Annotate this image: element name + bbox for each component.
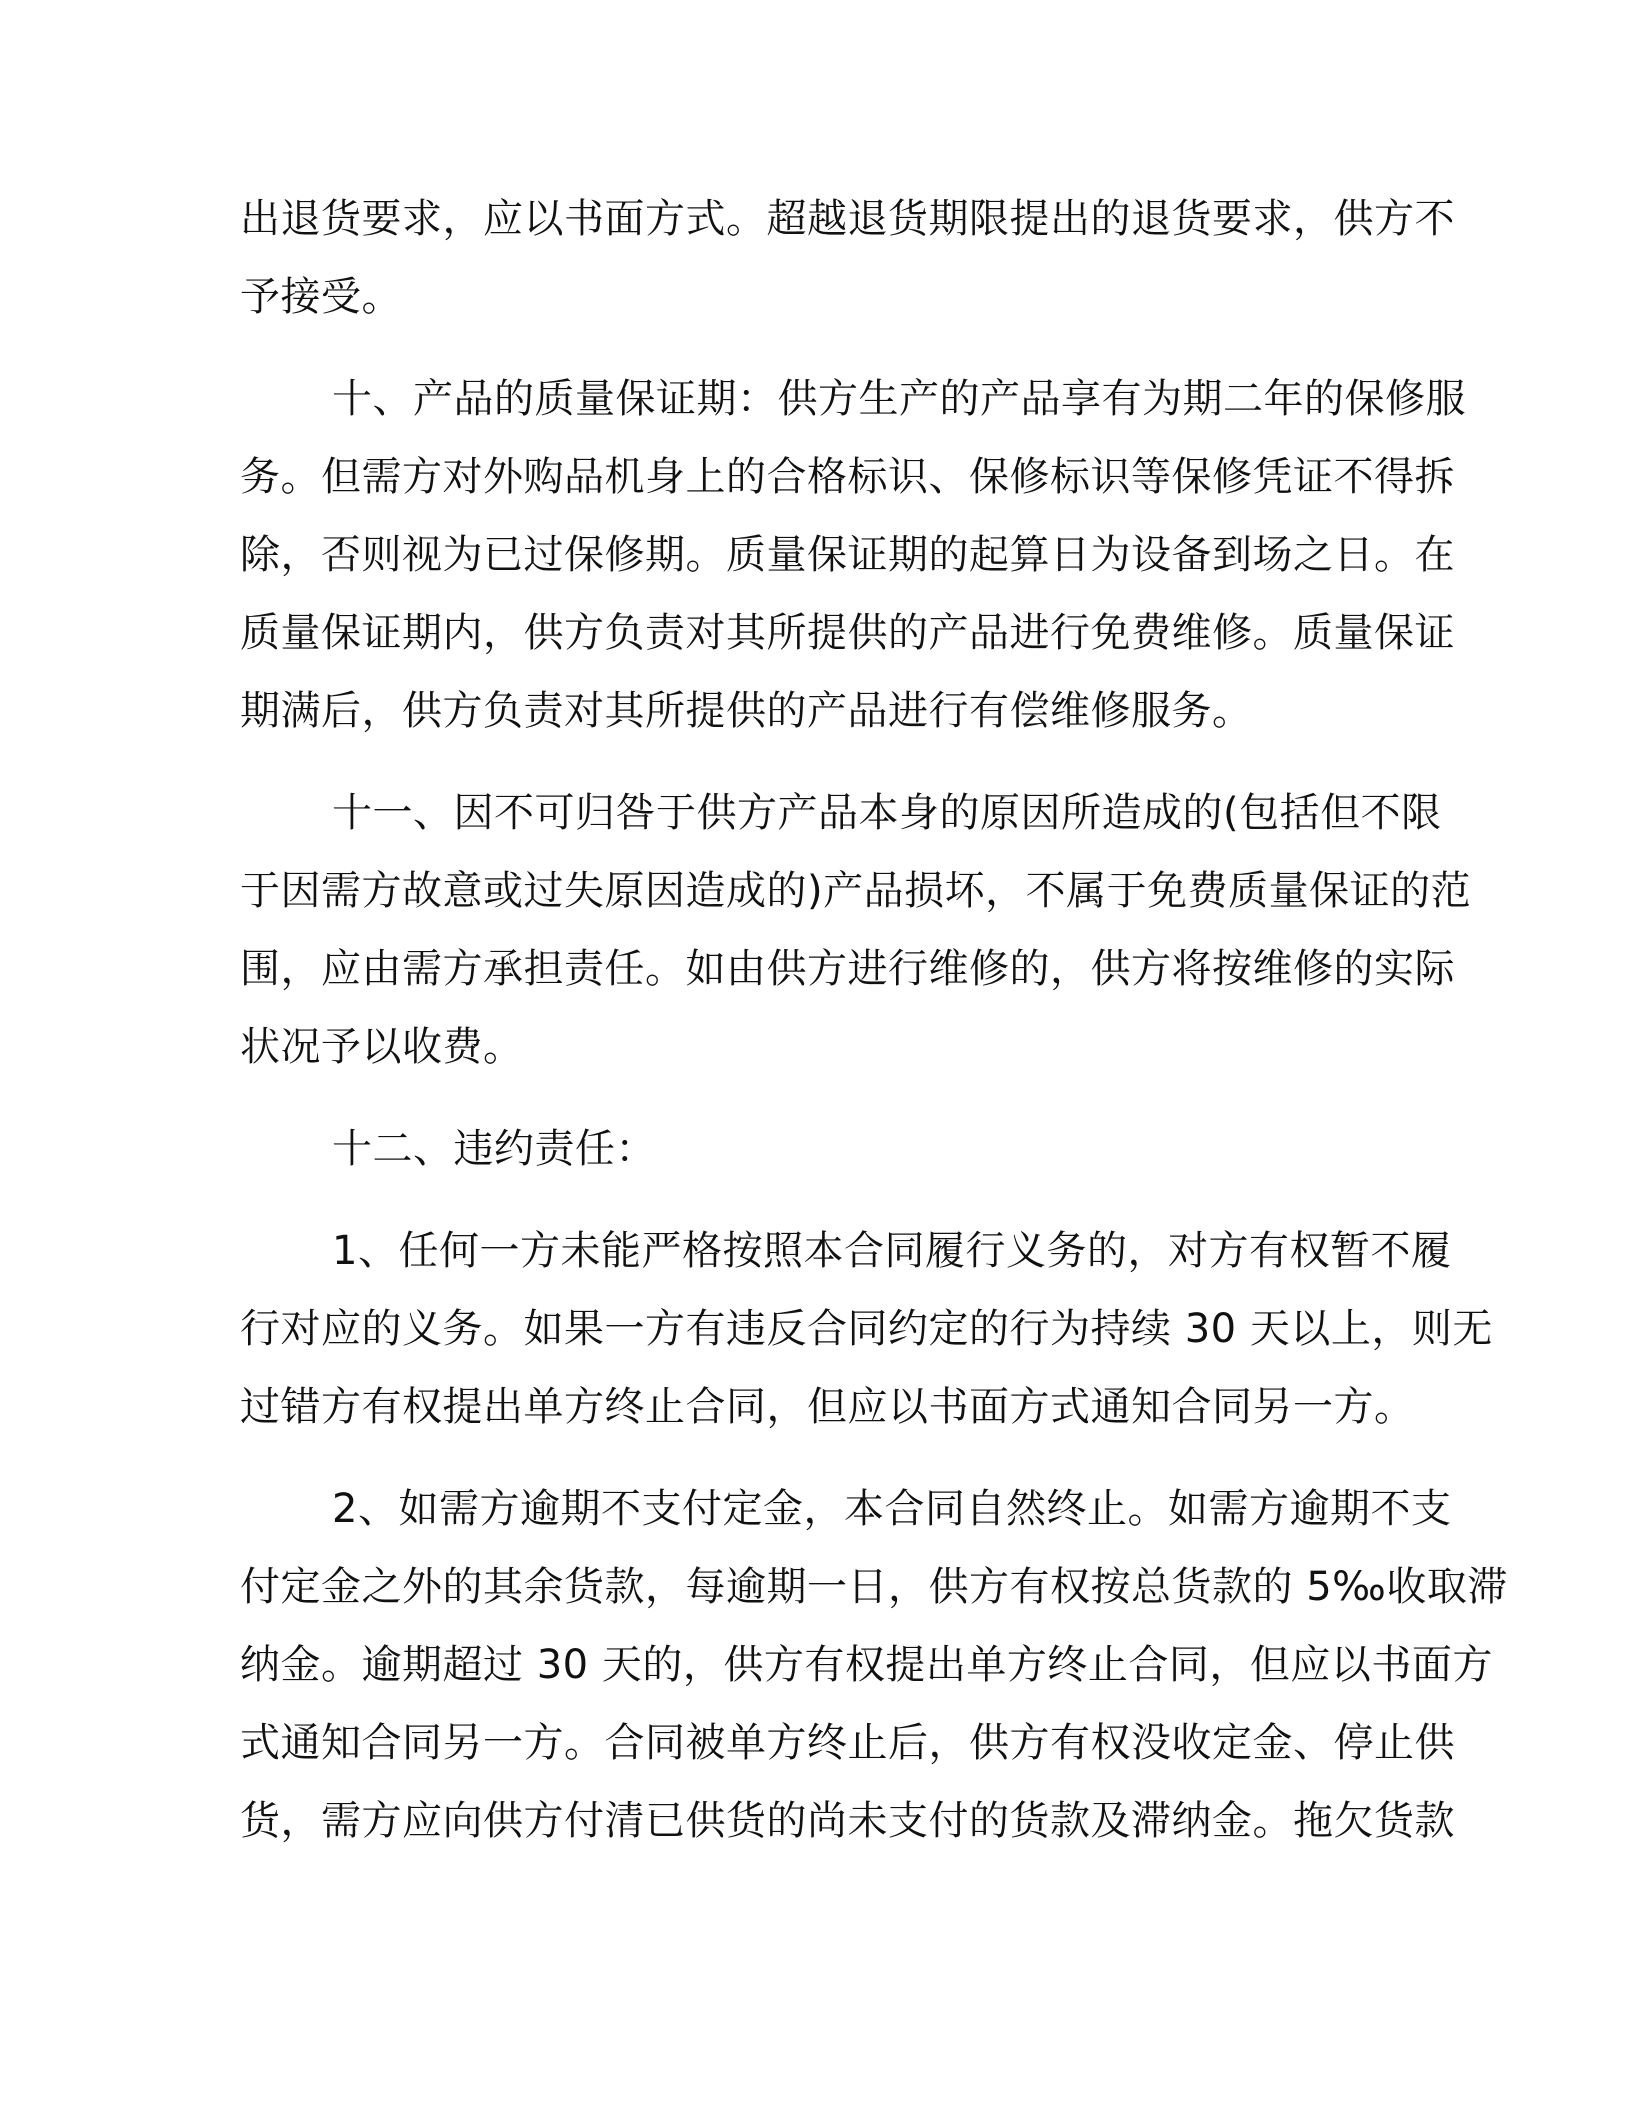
document-body [240,180,1508,1884]
text-line: 除，否则视为已过保修期。质量保证期的起算日为设备到场之日。在 [240,532,1455,578]
clause-heading-line: 十、产品的质量保证期：供方生产的产品享有为期二年的保修服 [332,376,1466,422]
paragraph-clause-11-damage [240,774,1472,1086]
list-item-line: 1、任何一方未能严格按照本合同履行义务的，对方有权暂不履 [332,1228,1452,1274]
text-line: 期满后，供方负责对其所提供的产品进行有偿维修服务。 [240,688,1253,734]
text-line: 付定金之外的其余货款，每逾期一日，供方有权按总货款的 5‰收取滞 [240,1564,1508,1610]
paragraph-clause-10-warranty [240,360,1466,750]
text-line: 式通知合同另一方。合同被单方终止后，供方有权没收定金、停止供 [240,1720,1455,1766]
text-line: 纳金。逾期超过 30 天的，供方有权提出单方终止合同，但应以书面方 [240,1642,1493,1688]
text-line: 予接受。 [240,274,402,320]
paragraph-return-request [240,180,1455,336]
text-line: 围，应由需方承担责任。如由供方进行维修的，供方将按维修的实际 [240,946,1455,992]
clause-heading-line: 十二、违约责任： [332,1126,656,1172]
text-line: 质量保证期内，供方负责对其所提供的产品进行免费维修。质量保证 [240,610,1455,656]
paragraph-clause-12-item-2 [240,1470,1508,1860]
text-line: 状况予以收费。 [240,1024,524,1070]
paragraph-clause-12-heading [240,1110,1390,1188]
text-line: 出退货要求，应以书面方式。超越退货期限提出的退货要求，供方不 [240,196,1455,242]
list-item-line: 2、如需方逾期不支付定金，本合同自然终止。如需方逾期不支 [332,1486,1452,1532]
text-line: 过错方有权提出单方终止合同，但应以书面方式通知合同另一方。 [240,1384,1415,1430]
clause-heading-line: 十一、因不可归咎于供方产品本身的原因所造成的(包括但不限 [332,790,1442,836]
text-line: 务。但需方对外购品机身上的合格标识、保修标识等保修凭证不得拆 [240,454,1455,500]
text-line: 货，需方应向供方付清已供货的尚未支付的货款及滞纳金。拖欠货款 [240,1798,1455,1844]
paragraph-clause-12-item-1 [240,1212,1493,1446]
text-line: 于因需方故意或过失原因造成的)产品损坏，不属于免费质量保证的范 [240,868,1472,914]
text-line: 行对应的义务。如果一方有违反合同约定的行为持续 30 天以上，则无 [240,1306,1493,1352]
